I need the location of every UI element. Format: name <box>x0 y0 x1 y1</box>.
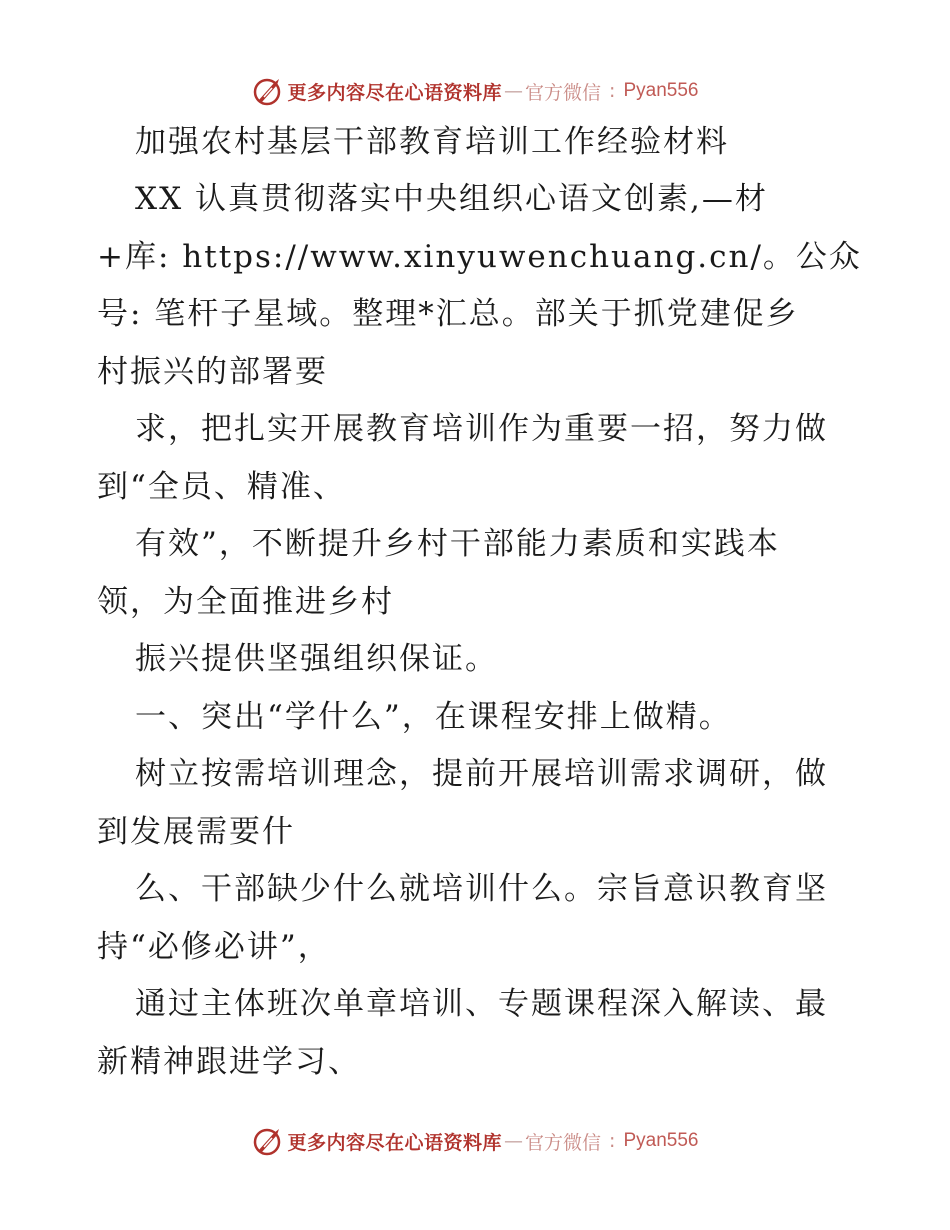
paragraph-line: XX 认真贯彻落实中央组织心语文创素,—材 <box>135 181 768 217</box>
header-banner <box>0 71 950 111</box>
document-title: 加强农村基层干部教育培训工作经验材料 <box>135 124 729 160</box>
paragraph-line: 有效”，不断提升乡村干部能力素质和实践本 <box>135 526 780 562</box>
paragraph-line: 领，为全面推进乡村 <box>97 584 394 620</box>
paragraph-line: 振兴提供坚强组织保证。 <box>135 641 498 677</box>
header-separator: : <box>609 80 616 102</box>
header-dash: — <box>504 80 524 102</box>
paragraph-line: 求，把扎实开展教育培训作为重要一招，努力做 <box>135 411 828 447</box>
paragraph-line: 到“全员、精准、 <box>97 469 346 505</box>
paragraph-line: 新精神跟进学习、 <box>97 1044 361 1080</box>
footer-wechat-id: Pyan556 <box>623 1130 699 1151</box>
paragraph-line: 树立按需培训理念，提前开展培训需求调研，做 <box>135 756 828 792</box>
footer-separator: : <box>609 1130 616 1152</box>
footer-dash: — <box>504 1130 524 1152</box>
footer-brand-text: 更多内容尽在心语资料库 <box>287 1131 503 1154</box>
footer-banner <box>0 1121 950 1161</box>
quill-logo-icon <box>252 1125 284 1157</box>
header-official-label: 官方微信 <box>525 81 602 104</box>
paragraph-line: 么、干部缺少什么就培训什么。宗旨意识教育坚 <box>135 871 828 907</box>
paragraph-line: 号: 笔杆子星域。整理*汇总。部关于抓党建促乡 <box>97 296 799 332</box>
paragraph-line: +库: https://www.xinyuwenchuang.cn/。公众 <box>97 239 862 275</box>
section-heading: 一、突出“学什么”，在课程安排上做精。 <box>135 699 732 735</box>
paragraph-line: 通过主体班次单章培训、专题课程深入解读、最 <box>135 986 828 1022</box>
footer-official-label: 官方微信 <box>525 1131 602 1154</box>
quill-logo-icon <box>252 75 284 107</box>
paragraph-line: 持“必修必讲”， <box>97 929 331 965</box>
paragraph-line: 到发展需要什 <box>97 814 295 850</box>
header-wechat-id: Pyan556 <box>623 80 699 101</box>
paragraph-line: 村振兴的部署要 <box>97 354 328 390</box>
header-brand-text: 更多内容尽在心语资料库 <box>287 81 503 104</box>
